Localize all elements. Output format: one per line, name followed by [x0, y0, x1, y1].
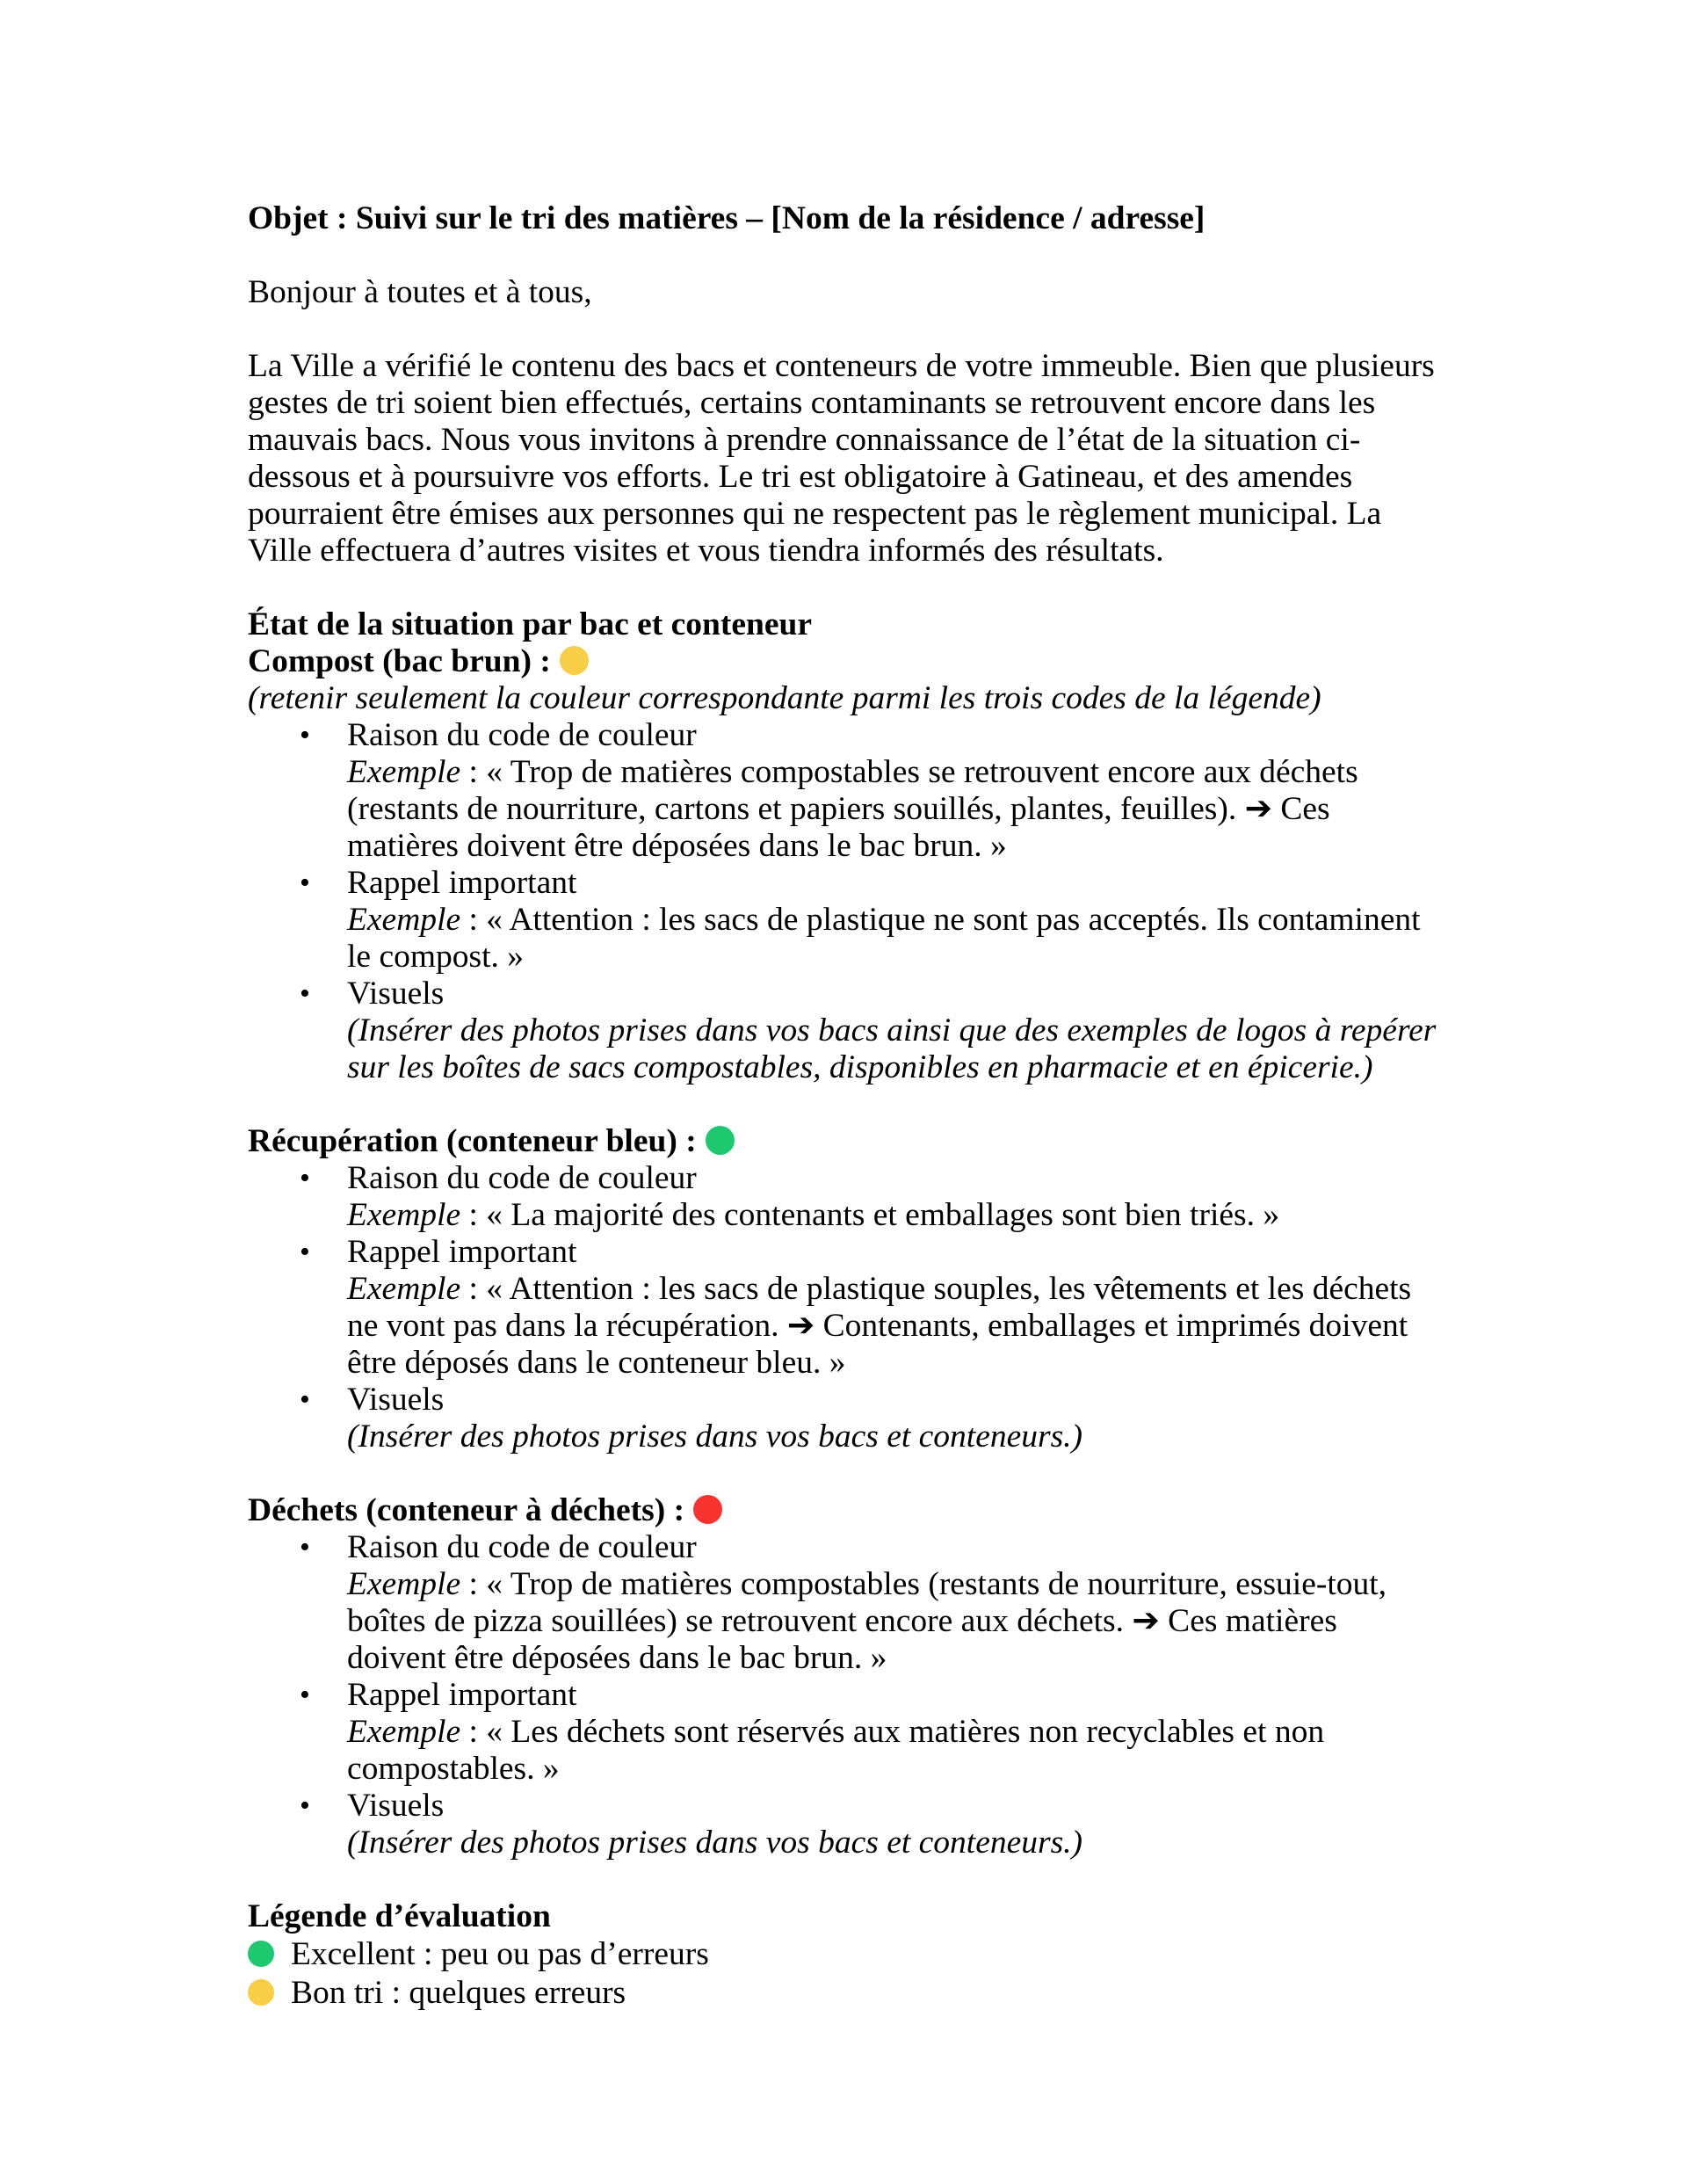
list-item	[248, 717, 1443, 865]
example-text: : « Attention : les sacs de plastique souples, les vêtements et les déchets ne vont pas dans la récupération. ➔ Contenants, emballages et imprimés doivent être déposés dans le conteneur bleu. »	[347, 1271, 1412, 1381]
status-heading: État de la situation par bac et conteneur	[248, 606, 812, 642]
green-circle-icon	[248, 1941, 274, 1967]
example-label: Exemple	[347, 1197, 461, 1233]
bullet-label: Visuels	[347, 1382, 445, 1418]
example-text: : « Trop de matières compostables (restants de nourriture, essuie-tout, boîtes de pizza souillées) se retrouvent encore aux déchets. ➔ Ces matières doivent être déposées dans le bac brun. »	[347, 1566, 1387, 1676]
example-text: : « Trop de matières compostables se retrouvent encore aux déchets (restants de nourriture, cartons et papiers souillés, plantes, feuilles). ➔ Ces matières doivent être déposées dans le bac brun. »	[347, 754, 1358, 864]
visuals-note: (Insérer des photos prises dans vos bacs et conteneurs.)	[347, 1825, 1083, 1861]
visuals-note: (Insérer des photos prises dans vos bacs ainsi que des exemples de logos à repérer sur les boîtes de sacs compostables, disponibles en pharmacie et en épicerie.)	[347, 1012, 1437, 1085]
list-item	[248, 1788, 1443, 1861]
list-item	[248, 1160, 1443, 1234]
legend-heading: Légende d’évaluation	[248, 1898, 551, 1934]
example-label: Exemple	[347, 1714, 461, 1750]
example-text: : « Attention : les sacs de plastique ne sont pas acceptés. Ils contaminent le compost. »	[347, 902, 1421, 975]
compost-bullet-list	[248, 717, 1443, 1086]
yellow-circle-icon	[560, 646, 589, 675]
legend-item-bon-tri	[248, 1974, 1443, 2013]
red-circle-icon	[693, 1495, 722, 1524]
example-label: Exemple	[347, 902, 461, 938]
bullet-label: Raison du code de couleur	[347, 1160, 697, 1196]
section-title-compost: Compost (bac brun) :	[248, 643, 1443, 680]
example-label: Exemple	[347, 1566, 461, 1602]
bullet-label: Rappel important	[347, 1234, 577, 1270]
legend-label: Excellent : peu ou pas d’erreurs	[291, 1936, 709, 1972]
list-item	[248, 1234, 1443, 1382]
list-item	[248, 865, 1443, 976]
section-title-recuperation: Récupération (conteneur bleu) :	[248, 1123, 1443, 1160]
example-text: : « La majorité des contenants et emballages sont bien triés. »	[460, 1197, 1280, 1233]
bullet-label: Visuels	[347, 1788, 445, 1824]
example-label: Exemple	[347, 1271, 461, 1307]
green-circle-icon	[706, 1126, 735, 1155]
dechets-bullet-list	[248, 1529, 1443, 1861]
list-item	[248, 1529, 1443, 1677]
intro-paragraph: La Ville a vérifié le contenu des bacs et conteneurs de votre immeuble. Bien que plusieurs gestes de tri soient bien effectués, certains contaminants se retrouvent encore dans les mauvais bacs. Nous vous invitons à prendre connaissance de l’état de la situation ci-dessous et à poursuivre vos efforts. Le tri est obligatoire à Gatineau, et des amendes pourraient être émises aux personnes qui ne respectent pas le règlement municipal. La Ville effectuera d’autres visites et vous tiendra informés des résultats.	[248, 348, 1435, 569]
bullet-label: Visuels	[347, 976, 445, 1012]
section-note-compost: (retenir seulement la couleur correspondante parmi les trois codes de la légende)	[248, 680, 1321, 716]
example-label: Exemple	[347, 754, 461, 790]
bullet-label: Rappel important	[347, 865, 577, 901]
list-item	[248, 976, 1443, 1086]
list-item	[248, 1382, 1443, 1455]
visuals-note: (Insérer des photos prises dans vos bacs et conteneurs.)	[347, 1419, 1083, 1455]
list-item	[248, 1677, 1443, 1788]
subject-line: Objet : Suivi sur le tri des matières – [Nom de la résidence / adresse]	[248, 200, 1206, 236]
bullet-label: Raison du code de couleur	[347, 717, 697, 753]
bullet-label: Rappel important	[347, 1677, 577, 1713]
yellow-circle-icon	[248, 1979, 274, 2006]
legend-label: Bon tri : quelques erreurs	[291, 1975, 626, 2011]
example-text: : « Les déchets sont réservés aux matières non recyclables et non compostables. »	[347, 1714, 1325, 1787]
document-content	[248, 200, 1443, 2013]
section-title-dechets: Déchets (conteneur à déchets) :	[248, 1492, 1443, 1529]
greeting: Bonjour à toutes et à tous,	[248, 274, 592, 310]
bullet-label: Raison du code de couleur	[347, 1529, 697, 1565]
recuperation-bullet-list	[248, 1160, 1443, 1455]
legend-item-excellent	[248, 1935, 1443, 1974]
